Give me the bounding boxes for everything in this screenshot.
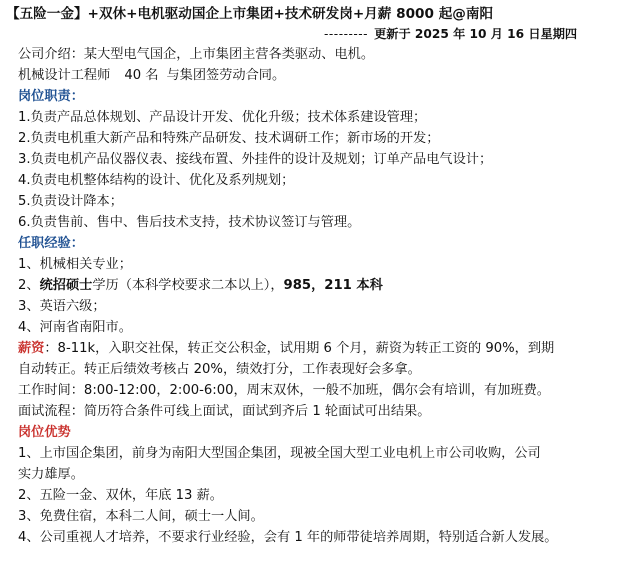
posting-title: 【五险一金】+双休+电机驱动国企上市集团+技术研发岗+月薪 8000 起@南阳 [6, 6, 494, 22]
requirements-heading: 任职经验： [18, 236, 84, 251]
position-line [6, 65, 612, 86]
position-count: 40 名 [124, 68, 159, 83]
update-date [6, 25, 612, 44]
dash-separator: --------- [324, 27, 369, 41]
interview-process: 面试流程：简历符合条件可线上面试，面试到齐后 1 轮面试可出结果。 [18, 404, 431, 419]
advantage-item: 4、公司重视人才培养，不要求行业经验，会有 1 年的师带徒培养周期，特别适合新人发展。 [18, 530, 558, 545]
requirement-number: 2、 [18, 278, 40, 293]
advantage-item: 3、免费住宿，本科二人间，硕士一人间。 [18, 509, 264, 524]
degree-highlight: 统招硕士 [39, 278, 93, 293]
company-intro: 公司介绍：某大型电气国企，上市集团主营各类驱动、电机。 [18, 47, 375, 62]
salary-line-2: 自动转正。转正后绩效考核占 20%，绩效打分，工作表现好会多拿。 [18, 362, 421, 377]
salary-label: 薪资 [18, 341, 45, 356]
update-text: 更新于 2025 年 10 月 16 日星期四 [374, 27, 578, 41]
position-name: 机械设计工程师 [18, 68, 111, 83]
duty-item: 2.负责电机重大新产品和特殊产品研发、技术调研工作；新市场的开发； [18, 131, 440, 146]
requirement-item [6, 275, 612, 296]
advantage-item-cont: 实力雄厚。 [18, 467, 84, 482]
contract-note: 与集团签劳动合同。 [166, 68, 286, 83]
requirement-item: 3、英语六级； [18, 299, 106, 314]
school-level: 985，211 本科 [283, 278, 383, 293]
advantage-item: 1、上市国企集团，前身为南阳大型国企集团，现被全国大型工业电机上市公司收购，公司 [18, 446, 541, 461]
requirement-item: 1、机械相关专业； [18, 257, 132, 272]
work-time: 工作时间：8:00-12:00，2:00-6:00，周末双休，一般不加班，偶尔会有培训，有加班费。 [18, 383, 550, 398]
duties-heading: 岗位职责： [18, 89, 84, 104]
requirement-item: 4、河南省南阳市。 [18, 320, 132, 335]
advantages-heading: 岗位优势 [18, 425, 71, 440]
duty-item: 5.负责设计降本； [18, 194, 123, 209]
degree-detail: 学历（本科学校要求二本以上）， [92, 278, 284, 293]
salary-detail: ：8-11k，入职交社保，转正交公积金，试用期 6 个月，薪资为转正工资的 90%，到期 [44, 341, 555, 356]
salary-line [6, 338, 612, 359]
duty-item: 3.负责电机产品仪器仪表、接线布置、外挂件的设计及规划；订单产品电气设计； [18, 152, 493, 167]
advantage-item: 2、五险一金、双休，年底 13 薪。 [18, 488, 223, 503]
duty-item: 1.负责产品总体规划、产品设计开发、优化升级；技术体系建设管理； [18, 110, 427, 125]
duty-item: 4.负责电机整体结构的设计、优化及系列规划； [18, 173, 295, 188]
duty-item: 6.负责售前、售中、售后技术支持，技术协议签订与管理。 [18, 215, 361, 230]
